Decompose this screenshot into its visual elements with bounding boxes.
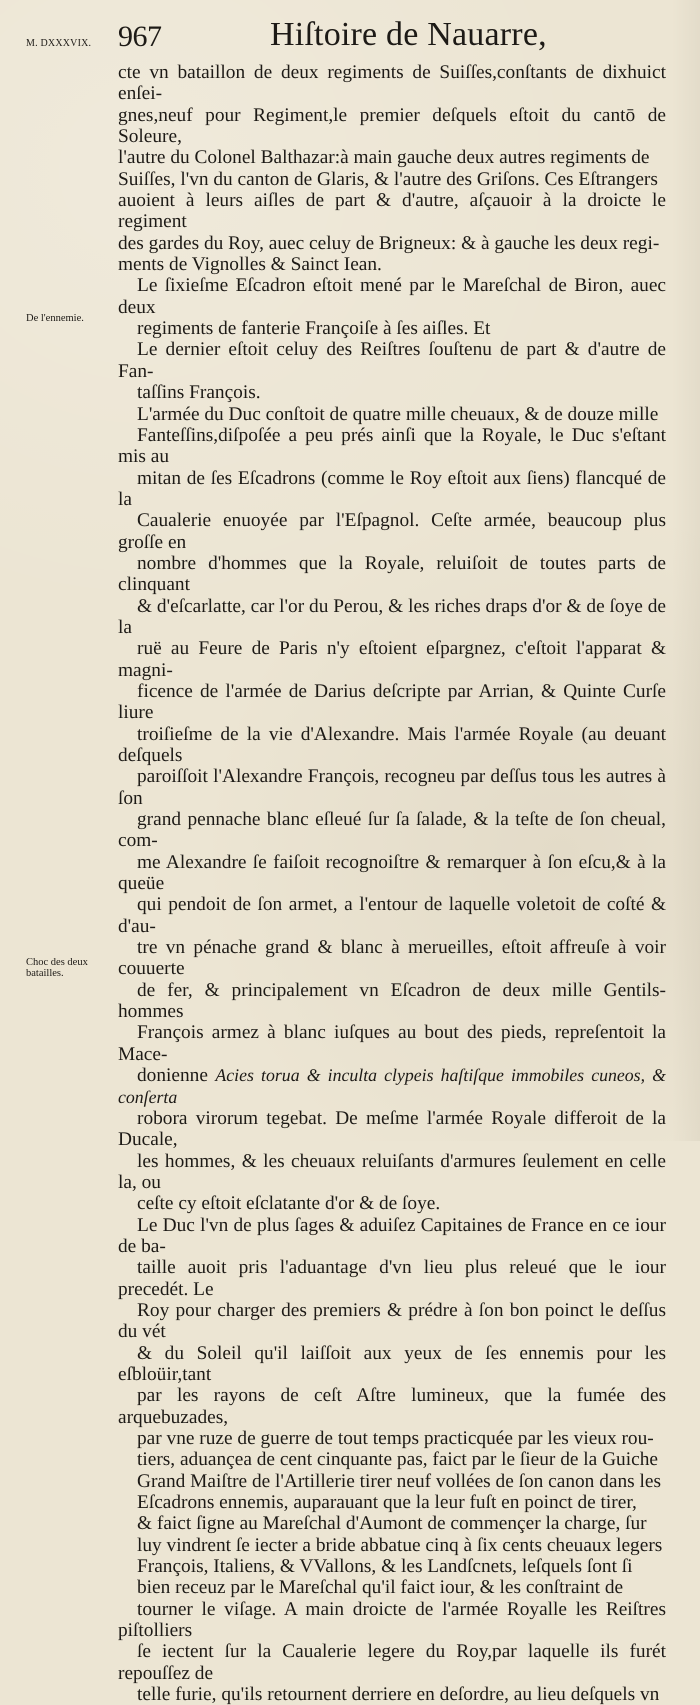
text-line: taille auoit pris l'aduantage d'vn lieu plus releué que le iour precedét. Le <box>118 1257 666 1300</box>
text-line: robora virorum tegebat. De meſme l'armée Royale differoit de la Ducale, <box>118 1107 666 1151</box>
text-line: Caualerie enuoyée par l'Eſpagnol. Ceſte armée, beaucoup plus groſſe en <box>118 510 666 553</box>
text-line: gnes,neuf pour Regiment,le premier deſquels eſtoit du cantō de Soleure, <box>118 104 666 148</box>
text-line: l'autre du Colonel Balthazar:à main gauche deux autres regiments de <box>118 147 650 169</box>
text-line-with-latin <box>118 1065 666 1108</box>
text-line-prefix: donienne <box>137 1065 216 1087</box>
text-line: taſſins François. <box>137 382 261 404</box>
page-number: 967 <box>118 20 162 53</box>
text-line: Le ſixieſme Eſcadron eſtoit mené par le Mareſchal de Biron, auec deux <box>118 275 666 318</box>
text-line: Suiſſes, l'vn du canton de Glaris, & l'autre des Griſons. Ces Eſtrangers <box>118 168 658 190</box>
margin-note-enemy: De l'ennemie. <box>26 313 84 324</box>
text-line: nombre d'hommes que la Royale, reluiſoit de toutes parts de clinquant <box>118 552 666 596</box>
text-line: qui pendoit de ſon armet, a l'entour de laquelle voletoit de coſté & d'au- <box>118 894 666 937</box>
text-line: ments de Vignolles & Sainct Iean. <box>118 254 382 276</box>
text-line: auoient à leurs aiſles de part & d'autre, aſçauoir à la droicte le regiment <box>118 190 666 233</box>
text-line: L'armée du Duc conſtoit de quatre mille cheuaux, & de douze mille <box>137 403 659 425</box>
text-line: cte vn bataillon de deux regiments de Suiſſes,conſtants de dixhuict enſei- <box>118 62 666 105</box>
text-line: & du Soleil qu'il laiſſoit aux yeux de ſes ennemis pour les eſbloüir,tant <box>118 1342 666 1385</box>
text-line: paroiſſoit l'Alexandre François, recogneu par deſſus tous les autres à ſon <box>118 766 666 809</box>
text-line: François, Italiens, & VVallons, & les Landſcnets, leſquels ſont ſi <box>137 1556 633 1578</box>
text-line: & d'eſcarlatte, car l'or du Perou, & les riches draps d'or & de ſoye de la <box>118 595 666 638</box>
text-line: par vne ruze de guerre de tout temps practicquée par les vieux rou- <box>137 1428 654 1449</box>
text-line: ſe iectent ſur la Caualerie legere du Roy,par laquelle ils furét repouſſez de <box>118 1641 666 1684</box>
text-line: Grand Maiſtre de l'Artillerie tirer neuf vollées de ſon canon dans les <box>137 1470 661 1492</box>
text-line: me Alexandre ſe faiſoit recognoiſtre & remarquer à ſon eſcu,& à la queüe <box>118 851 666 895</box>
text-line: par les rayons de ceſt Aſtre lumineux, que la fumée des arquebuzades, <box>118 1385 666 1428</box>
margin-note-battle: Choc des deux batailles. <box>26 957 88 979</box>
text-line: ruë au Feure de Paris n'y eſtoient eſpargnez, c'eſtoit l'apparat & magni- <box>118 638 666 681</box>
page-header <box>0 18 700 62</box>
paragraph-2 <box>118 275 666 339</box>
text-line: & faict ſigne au Mareſchal d'Aumont de commençer la charge, ſur <box>137 1513 647 1535</box>
text-line: Le Duc l'vn de plus ſages & aduiſez Capitaines de France en ce iour de ba- <box>118 1214 666 1257</box>
text-line: Roy pour charger des premiers & prédre à ſon bon poinct le deſſus du vét <box>118 1299 666 1343</box>
margin-year: M. DXXXVIX. <box>26 38 92 49</box>
paragraph-5 <box>118 1215 666 1705</box>
main-text <box>118 62 666 1705</box>
text-line: bien receuz par le Mareſchal qu'il faict iour, & les conſtraint de <box>137 1577 624 1599</box>
text-line: Fanteſſins,diſpoſée a peu prés ainſi que la Royale, le Duc s'eſtant mis au <box>118 424 666 468</box>
running-title: Hiſtoire de Nauarre, <box>270 16 547 53</box>
text-line: troiſieſme de la vie d'Alexandre. Mais l'armée Royale (au deuant deſquels <box>118 723 666 766</box>
page-gutter-shadow <box>672 0 700 1141</box>
paragraph-1 <box>118 62 666 275</box>
text-line: des gardes du Roy, auec celuy de Brigneux: & à gauche les deux regi- <box>118 232 660 254</box>
text-line: Le dernier eſtoit celuy des Reiſtres ſouſtenu de part & d'autre de Fan- <box>118 339 666 382</box>
text-line: ceſte cy eſtoit eſclatante d'or & de ſoye. <box>137 1193 441 1215</box>
text-line: Eſcadrons ennemis, auparauant que la leur fuſt en poinct de tirer, <box>137 1492 637 1514</box>
text-line: tourner le viſage. A main droicte de l'armée Royalle les Reiſtres piſtolliers <box>118 1598 666 1642</box>
text-line: mitan de ſes Eſcadrons (comme le Roy eſtoit aux ſiens) flancqué de la <box>118 467 666 510</box>
text-line: ficence de l'armée de Darius deſcripte par Arrian, & Quinte Curſe liure <box>118 680 666 724</box>
paragraph-4 <box>118 404 666 1215</box>
text-line: telle furie, qu'ils retournent derriere en deſordre, au lieu deſquels vn <box>137 1684 660 1705</box>
text-line: tre vn pénache grand & blanc à merueilles, eſtoit affreuſe à voir couuerte <box>118 937 666 980</box>
text-line: François armez à blanc iuſques au bout des pieds, repreſentoit la Mace- <box>118 1022 666 1065</box>
paragraph-3 <box>118 339 666 403</box>
latin-quotation: Acies torua & inculta clypeis haſtiſque immobiles cuneos, & conſerta <box>118 1065 666 1107</box>
text-line: luy vindrent ſe iecter a bride abbatue cinq à ſix cents cheuaux legers <box>137 1534 663 1556</box>
text-line: tiers, aduançea de cent cinquante pas, faict par le ſieur de la Guiche <box>137 1449 658 1471</box>
text-line: de fer, & principalement vn Eſcadron de deux mille Gentils-hommes <box>118 979 666 1023</box>
text-line: regiments de fanterie Françoiſe à ſes aiſles. Et <box>137 318 491 340</box>
text-line: grand pennache blanc eſleué ſur ſa ſalade, & la teſte de ſon cheual, com- <box>118 809 666 852</box>
text-line: les hommes, & les cheuaux reluiſants d'armures ſeulement en celle la, ou <box>118 1150 666 1193</box>
